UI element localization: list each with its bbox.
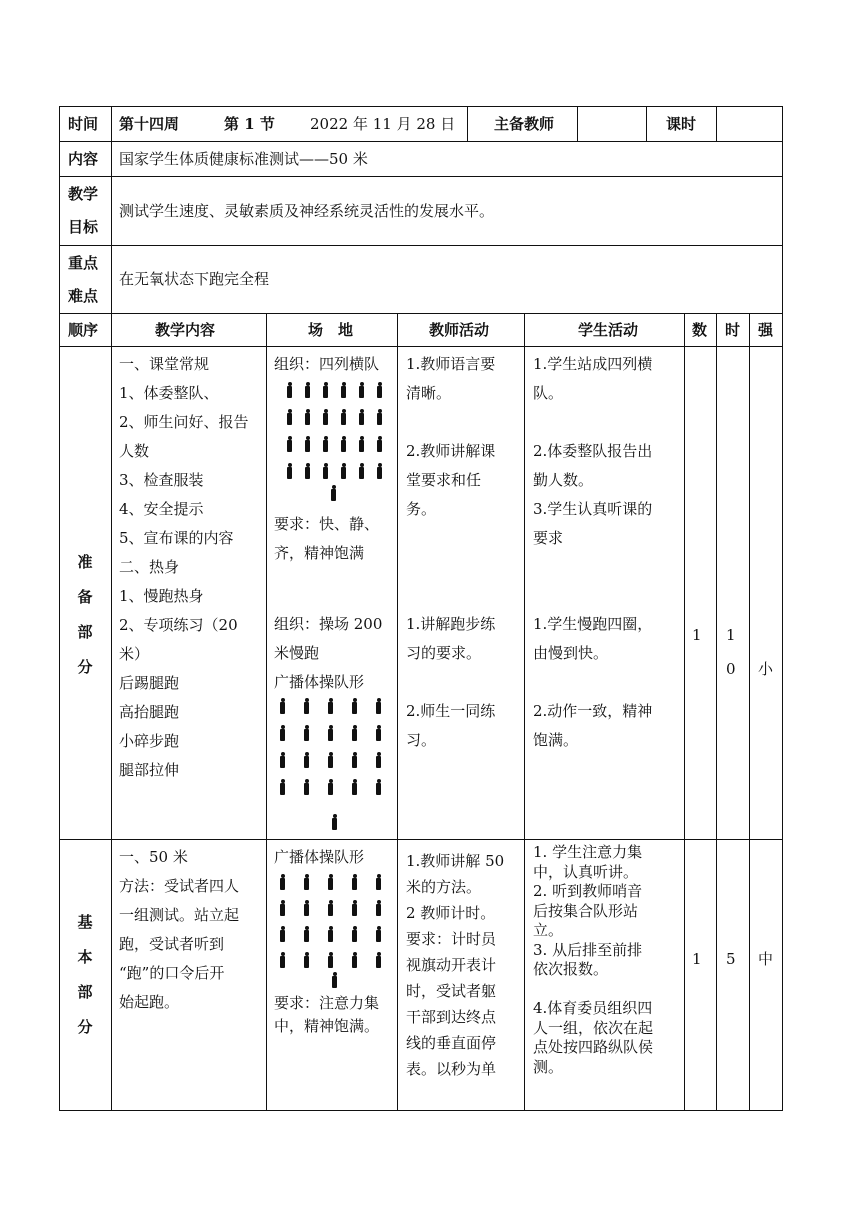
student-figure: [286, 409, 293, 425]
prep-student-activity-top: 1.学生站成四列横 队。 2.体委整队报告出 勤人数。 3.学生认真听课的 要求: [533, 355, 653, 547]
main-venue-requirements: 要求：注意力集 中，精神饱满。: [274, 994, 380, 1035]
col-teacher-activity: 教师活动: [429, 321, 490, 339]
student-figure: [327, 752, 334, 768]
student-figure: [286, 463, 293, 479]
student-figure: [351, 952, 358, 968]
main-student-activity: 1. 学生注意力集 中，认真听讲。 2. 听到教师哨音 后按集合队形站 立。 3. 从后排至前排 依次报数。 4.体育委员组织四 人一组，依次在起 点处按四路纵队侯 测。: [533, 843, 654, 1076]
student-figure: [304, 463, 311, 479]
student-figure: [375, 900, 382, 916]
main-time: 5: [726, 950, 736, 968]
student-figure: [375, 952, 382, 968]
lesson-value: 第 1 节: [224, 115, 275, 133]
main-count: 1: [692, 950, 702, 968]
student-figure: [303, 752, 310, 768]
prep-count: 1: [692, 626, 702, 644]
content-value: 国家学生体质健康标准测试——50 米: [119, 150, 368, 168]
student-figure: [327, 779, 334, 795]
col-time: 时: [725, 321, 741, 339]
keypoints-label-1: 重点: [68, 254, 99, 272]
prep-student-activity-bottom: 1.学生慢跑四圈， 由慢到快。 2.动作一致，精神 饱满。: [533, 615, 653, 749]
teacher-figure: [330, 485, 337, 501]
col-teaching-content: 教学内容: [155, 321, 216, 339]
student-figure: [376, 382, 383, 398]
teacher-figure: [331, 814, 338, 830]
student-figure: [327, 900, 334, 916]
student-figure: [304, 436, 311, 452]
student-figure: [327, 874, 334, 890]
student-figure: [303, 698, 310, 714]
student-figure: [358, 463, 365, 479]
prep-intensity: 小: [758, 660, 774, 678]
student-figure: [351, 698, 358, 714]
main-intensity: 中: [758, 950, 774, 968]
week-value: 第十四周: [119, 115, 180, 133]
prep-teacher-activity-top: 1.教师语言要 清晰。 2.教师讲解课 堂要求和任 务。: [406, 355, 496, 518]
student-figure: [375, 874, 382, 890]
student-figure: [375, 926, 382, 942]
student-figure: [327, 725, 334, 741]
prep-teaching-content: 一、课堂常规 1、体委整队、 2、师生问好、报告 人数 3、检查服装 4、安全提示 5、宣布课的内容 二、热身 1、慢跑热身 2、专项练习（20 米） 后踢腿跑 高抬腿跑 小碎步跑 腿部拉伸: [119, 355, 249, 779]
student-figure: [279, 752, 286, 768]
prep-venue-jogging: 组织：操场 200 米慢跑 广播体操队形: [274, 615, 383, 691]
student-figure: [375, 779, 382, 795]
content-label: 内容: [68, 150, 99, 168]
student-figure: [375, 698, 382, 714]
col-student-activity: 学生活动: [578, 321, 639, 339]
student-figure: [279, 725, 286, 741]
student-figure: [340, 463, 347, 479]
student-figure: [327, 926, 334, 942]
student-figure: [376, 436, 383, 452]
student-figure: [358, 382, 365, 398]
prep-venue-requirements: 要求：快、静、 齐，精神饱满: [274, 515, 380, 562]
col-intensity: 强: [758, 321, 774, 339]
col-venue: 场 地: [308, 321, 354, 339]
student-figure: [327, 698, 334, 714]
student-figure: [351, 926, 358, 942]
student-figure: [303, 725, 310, 741]
student-figure: [322, 382, 329, 398]
prep-section-label: 准 备 部 分: [77, 553, 93, 676]
student-figure: [303, 926, 310, 942]
prep-time-2: 0: [726, 660, 736, 678]
student-figure: [304, 382, 311, 398]
student-figure: [375, 725, 382, 741]
main-section-label: 基 本 部 分: [77, 913, 93, 1036]
student-figure: [351, 752, 358, 768]
objectives-value: 测试学生速度、灵敏素质及神经系统灵活性的发展水平。: [119, 202, 495, 220]
student-figure: [376, 463, 383, 479]
keypoints-value: 在无氧状态下跑完全程: [119, 270, 270, 288]
main-teacher-activity: 1.教师讲解 50 米的方法。 2 教师计时。 要求：计时员 视旗动开表计 时，受试者躯 干部到达终点 线的垂直面停 表。以秒为单: [406, 852, 505, 1078]
lead-teacher-label: 主备教师: [494, 115, 555, 133]
student-figure: [303, 779, 310, 795]
student-figure: [303, 874, 310, 890]
objectives-label-1: 教学: [68, 185, 99, 203]
main-exercise-formation: [274, 874, 396, 992]
student-figure: [358, 436, 365, 452]
student-figure: [286, 382, 293, 398]
student-figure: [303, 952, 310, 968]
student-figure: [279, 698, 286, 714]
teacher-figure: [331, 972, 338, 988]
main-teaching-content: 一、50 米 方法：受试者四人 一组测试。站立起 跑，受试者听到 “跑”的口令后开 始起跑。: [119, 848, 240, 1011]
student-figure: [351, 900, 358, 916]
student-figure: [279, 779, 286, 795]
prep-venue-organization: 组织：四列横队: [274, 355, 380, 373]
student-figure: [322, 409, 329, 425]
prep-exercise-formation: [274, 698, 396, 833]
student-figure: [322, 436, 329, 452]
student-figure: [304, 409, 311, 425]
student-figure: [286, 436, 293, 452]
keypoints-label-2: 难点: [68, 287, 99, 305]
student-figure: [303, 900, 310, 916]
col-count: 数: [692, 321, 708, 339]
prep-time-1: 1: [726, 626, 736, 644]
student-figure: [358, 409, 365, 425]
student-figure: [279, 926, 286, 942]
student-figure: [351, 779, 358, 795]
student-figure: [279, 952, 286, 968]
date-value: 2022 年 11 月 28 日: [310, 115, 456, 133]
time-label: 时间: [68, 115, 99, 133]
objectives-label-2: 目标: [68, 218, 99, 236]
student-figure: [279, 900, 286, 916]
main-venue-formation-label: 广播体操队形: [274, 848, 365, 866]
student-figure: [376, 409, 383, 425]
student-figure: [340, 409, 347, 425]
student-figure: [327, 952, 334, 968]
student-figure: [375, 752, 382, 768]
prep-teacher-activity-bottom: 1.讲解跑步练 习的要求。 2.师生一同练 习。: [406, 615, 496, 749]
student-figure: [279, 874, 286, 890]
student-figure: [351, 874, 358, 890]
col-order: 顺序: [68, 321, 99, 339]
student-figure: [340, 382, 347, 398]
student-figure: [340, 436, 347, 452]
student-figure: [322, 463, 329, 479]
student-figure: [351, 725, 358, 741]
prep-four-row-formation: [274, 382, 396, 502]
class-hours-label: 课时: [666, 115, 697, 133]
